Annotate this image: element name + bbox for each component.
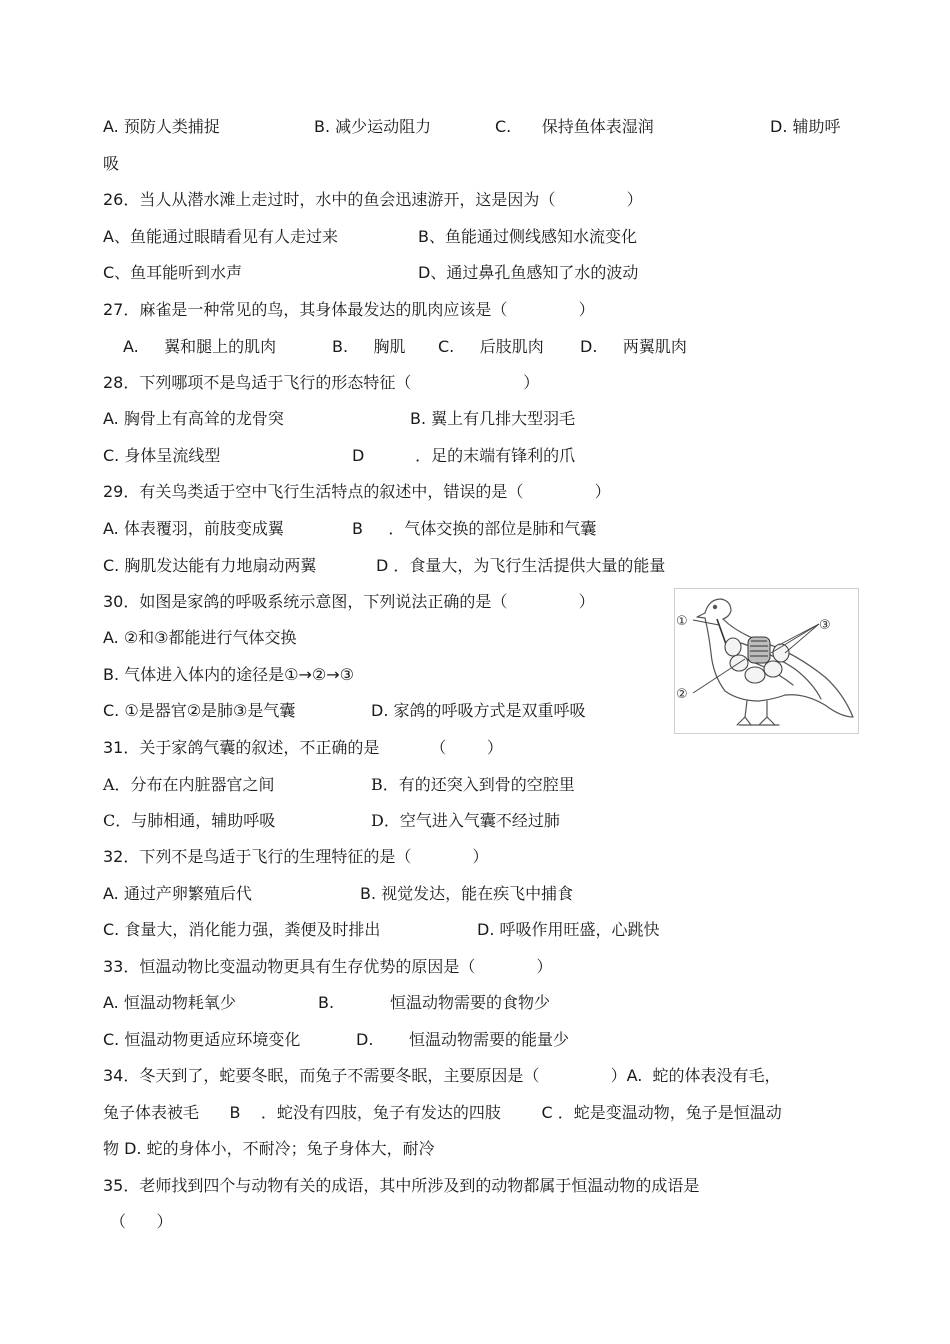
q27-option-d: D. 两翼肌肉 [580,337,687,356]
q28-option-b: B. 翼上有几排大型羽毛 [410,409,576,428]
q28-option-a: A. 胸骨上有高耸的龙骨突 [103,409,284,428]
q26-stem: 26．当人从潜水滩上走过时，水中的鱼会迅速游开，这是因为（ ） [103,190,643,209]
q29-option-d: D ．食量大，为飞行生活提供大量的能量 [376,556,666,575]
q35-answer-blank: （ ） [110,1212,173,1231]
q34-line-1: 34．冬天到了，蛇要冬眠，而兔子不需要冬眠，主要原因是（ ）A. 蛇的体表没有毛， [103,1066,781,1085]
q29-option-b: B ．气体交换的部位是肺和气囊 [352,519,597,538]
q34-line-2: 兔子体表被毛 B ．蛇没有四肢，兔子有发达的四肢 C ．蛇是变温动物，兔子是恒温动 [103,1103,782,1122]
diagram-label-two: ② [676,687,688,702]
q30-option-b: B. 气体进入体内的途径是①→②→③ [103,665,354,684]
q33-option-b: B. 恒温动物需要的食物少 [318,993,551,1012]
q30-option-a: A. ②和③都能进行气体交换 [103,628,297,647]
q28-stem: 28．下列哪项不是鸟适于飞行的形态特征（ ） [103,373,540,392]
q26-option-b: B、鱼能通过侧线感知水流变化 [418,227,637,246]
q35-stem: 35．老师找到四个与动物有关的成语，其中所涉及到的动物都属于恒温动物的成语是 [103,1176,700,1195]
q29-option-c: C. 胸肌发达能有力地扇动两翼 [103,556,317,575]
q32-stem: 32．下列不是鸟适于飞行的生理特征的是（ ） [103,847,489,866]
q31-option-b: B．有的还突入到骨的空腔里 [371,775,575,794]
q33-option-d: D. 恒温动物需要的能量少 [356,1030,570,1049]
q33-option-c: C. 恒温动物更适应环境变化 [103,1030,301,1049]
q30-option-c: C. ①是器官②是肺③是气囊 [103,701,296,720]
q32-option-d: D. 呼吸作用旺盛，心跳快 [477,920,660,939]
q27-stem: 27．麻雀是一种常见的鸟，其身体最发达的肌肉应该是（ ） [103,300,595,319]
q30-stem: 30．如图是家鸽的呼吸系统示意图，下列说法正确的是（ ） [103,592,595,611]
pigeon-illustration [675,589,858,733]
q31-stem: 31．关于家鸽气囊的叙述，不正确的是 （ ） [103,738,503,757]
q25-option-b: B. 减少运动阻力 [314,117,432,136]
pigeon-respiratory-diagram [674,588,859,734]
q26-option-c: C、鱼耳能听到水声 [103,263,243,282]
q28-option-c: C. 身体呈流线型 [103,446,221,465]
q27-option-a: A. 翼和腿上的肌肉 [123,337,277,356]
q25-option-c: C. 保持鱼体表湿润 [495,117,654,136]
q33-option-a: A. 恒温动物耗氧少 [103,993,236,1012]
q33-stem: 33．恒温动物比变温动物更具有生存优势的原因是（ ） [103,957,553,976]
q28-option-d: D ．足的末端有锋利的爪 [352,446,576,465]
q25-option-a: A. 预防人类捕捉 [103,117,220,136]
q26-option-a: A、鱼能通过眼睛看见有人走过来 [103,227,338,246]
q32-option-c: C. 食量大，消化能力强，粪便及时排出 [103,920,381,939]
q32-option-b: B. 视觉发达，能在疾飞中捕食 [360,884,574,903]
q30-option-d: D. 家鸽的呼吸方式是双重呼吸 [371,701,586,720]
q27-option-c: C. 后肢肌肉 [438,337,544,356]
q31-option-d: D．空气进入气囊不经过肺 [371,811,560,830]
q31-option-a: A．分布在内脏器官之间 [103,775,275,794]
diagram-label-three: ③ [819,618,831,633]
q29-stem: 29．有关鸟类适于空中飞行生活特点的叙述中，错误的是（ ） [103,482,611,501]
q27-option-b: B. 胸肌 [332,337,406,356]
q32-option-a: A. 通过产卵繁殖后代 [103,884,252,903]
q25-option-d: D. 辅助呼 [770,117,841,136]
diagram-label-one: ① [676,614,688,629]
q34-line-3: 物 D. 蛇的身体小，不耐冷；兔子身体大，耐冷 [103,1139,435,1158]
q25-option-d-wrap: 吸 [103,154,120,173]
q29-option-a: A. 体表覆羽，前肢变成翼 [103,519,284,538]
q26-option-d: D、通过鼻孔鱼感知了水的波动 [418,263,639,282]
q31-option-c: C．与肺相通，辅助呼吸 [103,811,276,830]
